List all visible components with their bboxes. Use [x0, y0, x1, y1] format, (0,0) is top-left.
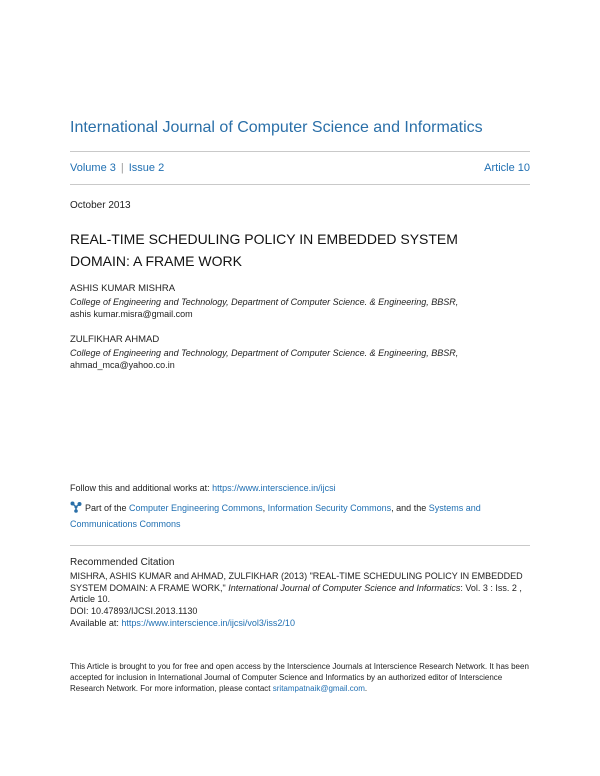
issue-link[interactable]: Issue 2	[128, 162, 165, 174]
information-security-commons-link[interactable]: Information Security Commons	[267, 503, 392, 513]
author-block	[70, 334, 530, 372]
article-title	[70, 228, 520, 272]
author-name: ZULFIKHAR AHMAD	[70, 334, 160, 345]
volume-link[interactable]: Volume 3	[70, 162, 116, 174]
recommended-citation	[70, 557, 530, 630]
computer-engineering-commons-link[interactable]: Computer Engineering Commons	[129, 503, 263, 513]
citation-heading: Recommended Citation	[70, 557, 175, 568]
repository-link[interactable]: https://www.interscience.in/ijcsi	[212, 483, 336, 493]
access-notice-text: This Article is brought to you for free and open access by the Interscience Journals at Interscience Research Network. It has been accepted for inclusion in International Journal of Computer Science and Informatics by an authorized editor of Interscience Research Network. For more information, please contact	[70, 662, 529, 693]
citation-authors-title: MISHRA, ASHIS KUMAR and AHMAD, ZULFIKHAR (2013) "REAL-TIME SCHEDULING POLICY IN EMBEDDED SYSTEM DOMAIN: A FRAME WORK,"	[70, 570, 523, 593]
article-title-line-2: DOMAIN: A FRAME WORK	[70, 253, 242, 269]
author-block	[70, 283, 530, 321]
author-affiliation: College of Engineering and Technology, Department of Computer Science. & Engineering, BBSR,	[70, 347, 459, 358]
article-number-link[interactable]: Article 10	[484, 162, 530, 174]
separator: |	[120, 162, 124, 174]
partof-separator: ,	[262, 503, 268, 513]
citation-available	[70, 618, 530, 630]
volume-divider	[70, 184, 530, 185]
author-email: ashis kumar.misra@gmail.com	[70, 309, 193, 319]
author-name: ASHIS KUMAR MISHRA	[70, 283, 176, 294]
network-icon	[70, 501, 82, 513]
article-url-link[interactable]: https://www.interscience.in/ijcsi/vol3/iss2/10	[121, 617, 295, 628]
follow-text: Follow this and additional works at:	[70, 483, 213, 493]
author-email: ahmad_mca@yahoo.co.in	[70, 360, 175, 370]
citation-journal: International Journal of Computer Science and Informatics	[228, 582, 461, 593]
citation-divider	[70, 545, 530, 546]
journal-title[interactable]: International Journal of Computer Science and Informatics	[70, 119, 483, 136]
citation-doi: DOI: 10.47893/IJCSI.2013.1130	[70, 606, 198, 617]
systems-communications-commons-link[interactable]: Systems and Communications Commons	[70, 503, 481, 529]
available-label: Available at:	[70, 617, 122, 628]
contact-email-link[interactable]: sritampatnaik@gmail.com	[272, 684, 365, 693]
volume-issue-links	[70, 162, 164, 174]
follow-works	[70, 483, 336, 493]
author-affiliation: College of Engineering and Technology, Department of Computer Science. & Engineering, BBSR,	[70, 296, 459, 307]
access-notice	[70, 661, 530, 694]
partof-separator: , and the	[391, 503, 429, 513]
access-notice-end: .	[364, 684, 368, 693]
article-title-line-1: REAL-TIME SCHEDULING POLICY IN EMBEDDED SYSTEM	[70, 231, 458, 247]
citation-text	[70, 571, 530, 606]
part-of-commons	[70, 500, 530, 532]
volume-issue-row	[70, 162, 530, 174]
partof-prefix: Part of the	[85, 503, 130, 513]
header-divider	[70, 151, 530, 152]
publication-date: October 2013	[70, 200, 131, 211]
citation-volume: : Vol. 3 : Iss. 2 , Article 10.	[70, 582, 522, 605]
